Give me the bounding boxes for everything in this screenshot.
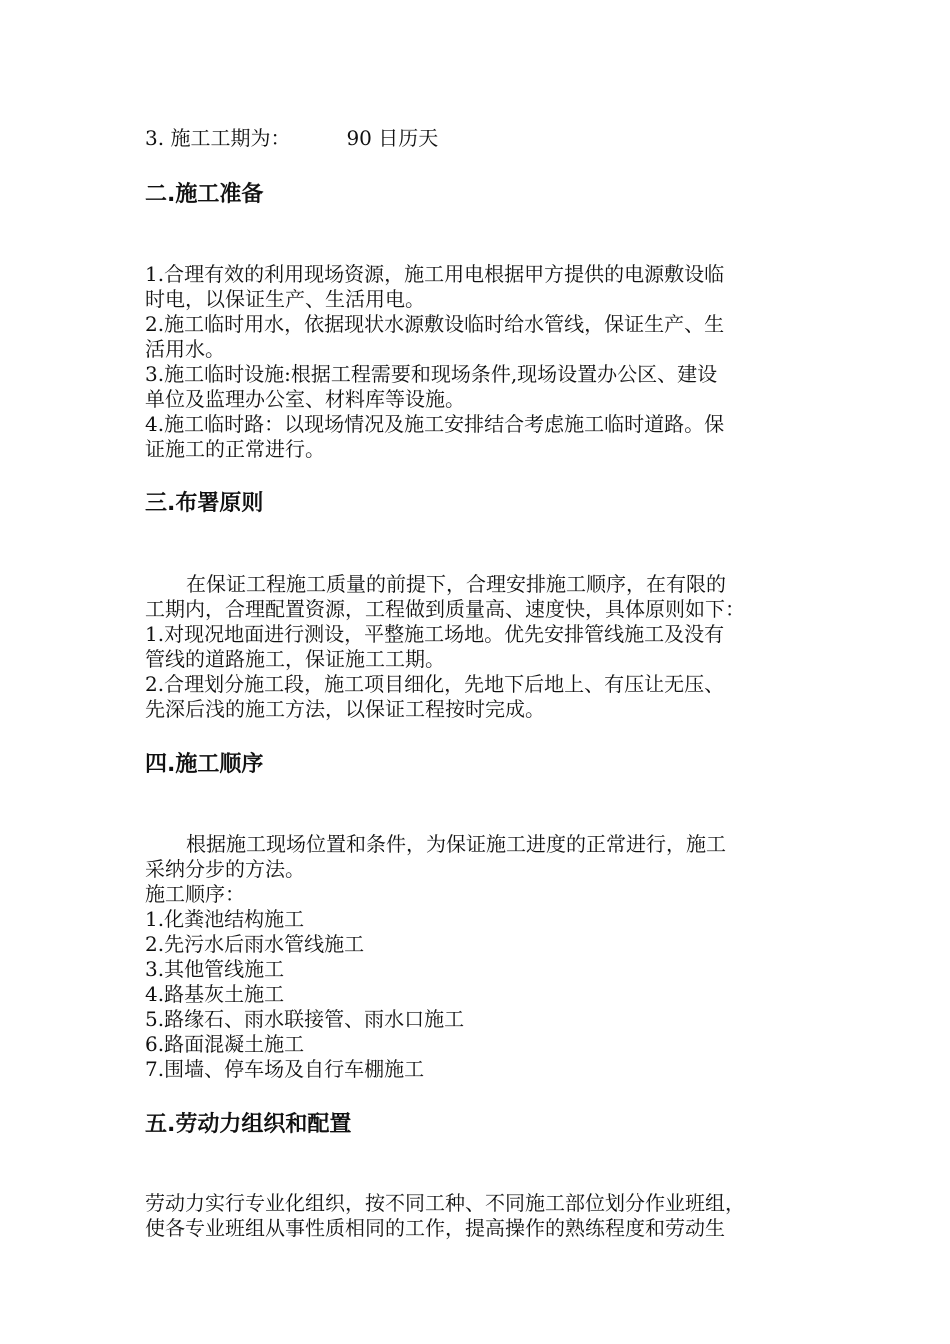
section-heading: 二.施工准备 bbox=[145, 182, 264, 207]
construction-period-value: 90 日历天 bbox=[346, 126, 439, 150]
paragraph-line: 劳动力实行专业化组织，按不同工种、不同施工部位划分作业班组， bbox=[145, 1191, 745, 1215]
paragraph-line: 3.施工临时设施:根据工程需要和现场条件,现场设置办公区、建设 bbox=[145, 362, 718, 386]
paragraph-line: 施工顺序： bbox=[145, 882, 245, 906]
list-item: 3.其他管线施工 bbox=[145, 957, 285, 981]
list-item: 1.化粪池结构施工 bbox=[145, 907, 305, 931]
section-heading: 四.施工顺序 bbox=[145, 752, 264, 777]
paragraph-line: 活用水。 bbox=[145, 337, 225, 361]
list-item: 4.路基灰土施工 bbox=[145, 982, 285, 1006]
paragraph-line: 工期内，合理配置资源，工程做到质量高、速度快，具体原则如下： bbox=[145, 597, 745, 621]
section-heading: 三.布署原则 bbox=[145, 491, 264, 516]
paragraph-line: 单位及监理办公室、材料库等设施。 bbox=[145, 387, 465, 411]
paragraph-line: 证施工的正常进行。 bbox=[145, 437, 325, 461]
paragraph-line: 时电，以保证生产、生活用电。 bbox=[145, 287, 425, 311]
section-heading: 五.劳动力组织和配置 bbox=[145, 1112, 352, 1137]
list-item: 5.路缘石、雨水联接管、雨水口施工 bbox=[145, 1007, 465, 1031]
list-item: 2.先污水后雨水管线施工 bbox=[145, 932, 365, 956]
paragraph-line: 1.对现况地面进行测设，平整施工场地。优先安排管线施工及没有 bbox=[145, 622, 725, 646]
construction-period-line bbox=[145, 126, 438, 150]
list-item: 7.围墙、停车场及自行车棚施工 bbox=[145, 1057, 425, 1081]
paragraph-line: 先深后浅的施工方法，以保证工程按时完成。 bbox=[145, 697, 545, 721]
paragraph-line: 2.施工临时用水，依据现状水源敷设临时给水管线，保证生产、生 bbox=[145, 312, 725, 336]
paragraph-line: 使各专业班组从事性质相同的工作，提高操作的熟练程度和劳动生 bbox=[145, 1216, 725, 1240]
paragraph-line: 采纳分步的方法。 bbox=[145, 857, 305, 881]
paragraph-line: 1.合理有效的利用现场资源，施工用电根据甲方提供的电源敷设临 bbox=[145, 262, 725, 286]
construction-period-label: 3. 施工工期为： bbox=[145, 126, 291, 150]
paragraph-line: 管线的道路施工，保证施工工期。 bbox=[145, 647, 445, 671]
list-item: 6.路面混凝土施工 bbox=[145, 1032, 305, 1056]
paragraph-line: 2.合理划分施工段，施工项目细化，先地下后地上、有压让无压、 bbox=[145, 672, 725, 696]
paragraph-line: 4.施工临时路：以现场情况及施工安排结合考虑施工临时道路。保 bbox=[145, 412, 725, 436]
paragraph-line: 在保证工程施工质量的前提下，合理安排施工顺序，在有限的 bbox=[186, 572, 726, 596]
paragraph-line: 根据施工现场位置和条件，为保证施工进度的正常进行，施工 bbox=[186, 832, 726, 856]
